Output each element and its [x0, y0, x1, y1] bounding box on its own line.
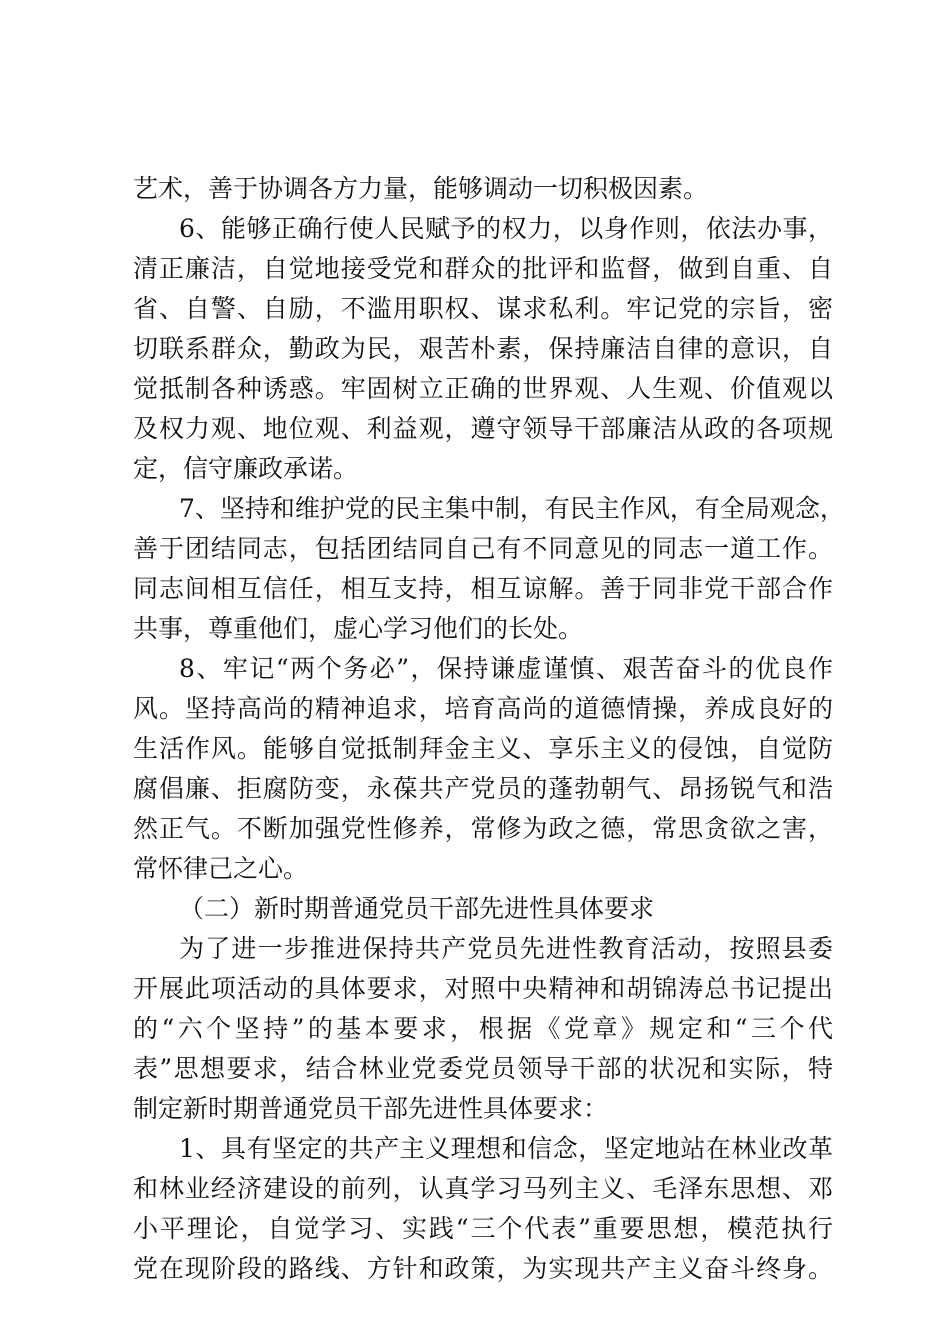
text-line: 共事，尊重他们，虚心学习他们的长处。	[133, 614, 584, 643]
text-line: 然正气。不断加强党性修养，常修为政之德，常思贪欲之害，	[133, 814, 833, 843]
text-line: 制定新时期普通党员干部先进性具体要求：	[133, 1094, 609, 1123]
text-line: 开展此项活动的具体要求，对照中央精神和胡锦涛总书记提出	[133, 974, 833, 1003]
text-line: 腐倡廉、拒腐防变，永葆共产党员的蓬勃朝气、昂扬锐气和浩	[133, 774, 833, 803]
text-line: 生活作风。能够自觉抵制拜金主义、享乐主义的侵蚀，自觉防	[133, 734, 833, 763]
text-line: 表”思想要求，结合林业党委党员领导干部的状况和实际，特	[133, 1054, 833, 1083]
text-line: 风。坚持高尚的精神追求，培育高尚的道德情操，养成良好的	[133, 694, 833, 723]
text-line: 1、具有坚定的共产主义理想和信念，坚定地站在林业改革	[179, 1134, 833, 1163]
text-line: 觉抵制各种诱惑。牢固树立正确的世界观、人生观、价值观以	[133, 374, 833, 403]
section-heading: （二）新时期普通党员干部先进性具体要求	[179, 894, 655, 923]
text-line: 定，信守廉政承诺。	[133, 454, 359, 483]
text-line: 6、能够正确行使人民赋予的权力，以身作则，依法办事，	[179, 214, 833, 243]
text-line: 切联系群众，勤政为民，艰苦朴素，保持廉洁自律的意识，自	[133, 334, 833, 363]
text-line: 7、坚持和维护党的民主集中制，有民主作风，有全局观念，	[179, 494, 845, 523]
text-line: 常怀律己之心。	[133, 854, 309, 883]
text-line: 清正廉洁，自觉地接受党和群众的批评和监督，做到自重、自	[133, 254, 833, 283]
text-line: 的“六个坚持”的基本要求，根据《党章》规定和“三个代	[133, 1014, 833, 1043]
text-line: 党在现阶段的路线、方针和政策，为实现共产主义奋斗终身。	[133, 1254, 833, 1283]
text-line: 善于团结同志，包括团结同自己有不同意见的同志一道工作。	[133, 534, 833, 563]
text-line: 和林业经济建设的前列，认真学习马列主义、毛泽东思想、邓	[133, 1174, 833, 1203]
text-line: 为了进一步推进保持共产党员先进性教育活动，按照县委	[179, 934, 833, 963]
text-line: 艺术，善于协调各方力量，能够调动一切积极因素。	[133, 174, 709, 203]
text-line: 同志间相互信任，相互支持，相互谅解。善于同非党干部合作	[133, 574, 833, 603]
text-line: 及权力观、地位观、利益观，遵守领导干部廉洁从政的各项规	[133, 414, 833, 443]
text-line: 8、牢记“两个务必”，保持谦虚谨慎、艰苦奋斗的优良作	[179, 654, 833, 683]
text-line: 省、自警、自励，不滥用职权、谋求私利。牢记党的宗旨，密	[133, 294, 833, 323]
text-line: 小平理论，自觉学习、实践“三个代表”重要思想，模范执行	[133, 1214, 833, 1243]
